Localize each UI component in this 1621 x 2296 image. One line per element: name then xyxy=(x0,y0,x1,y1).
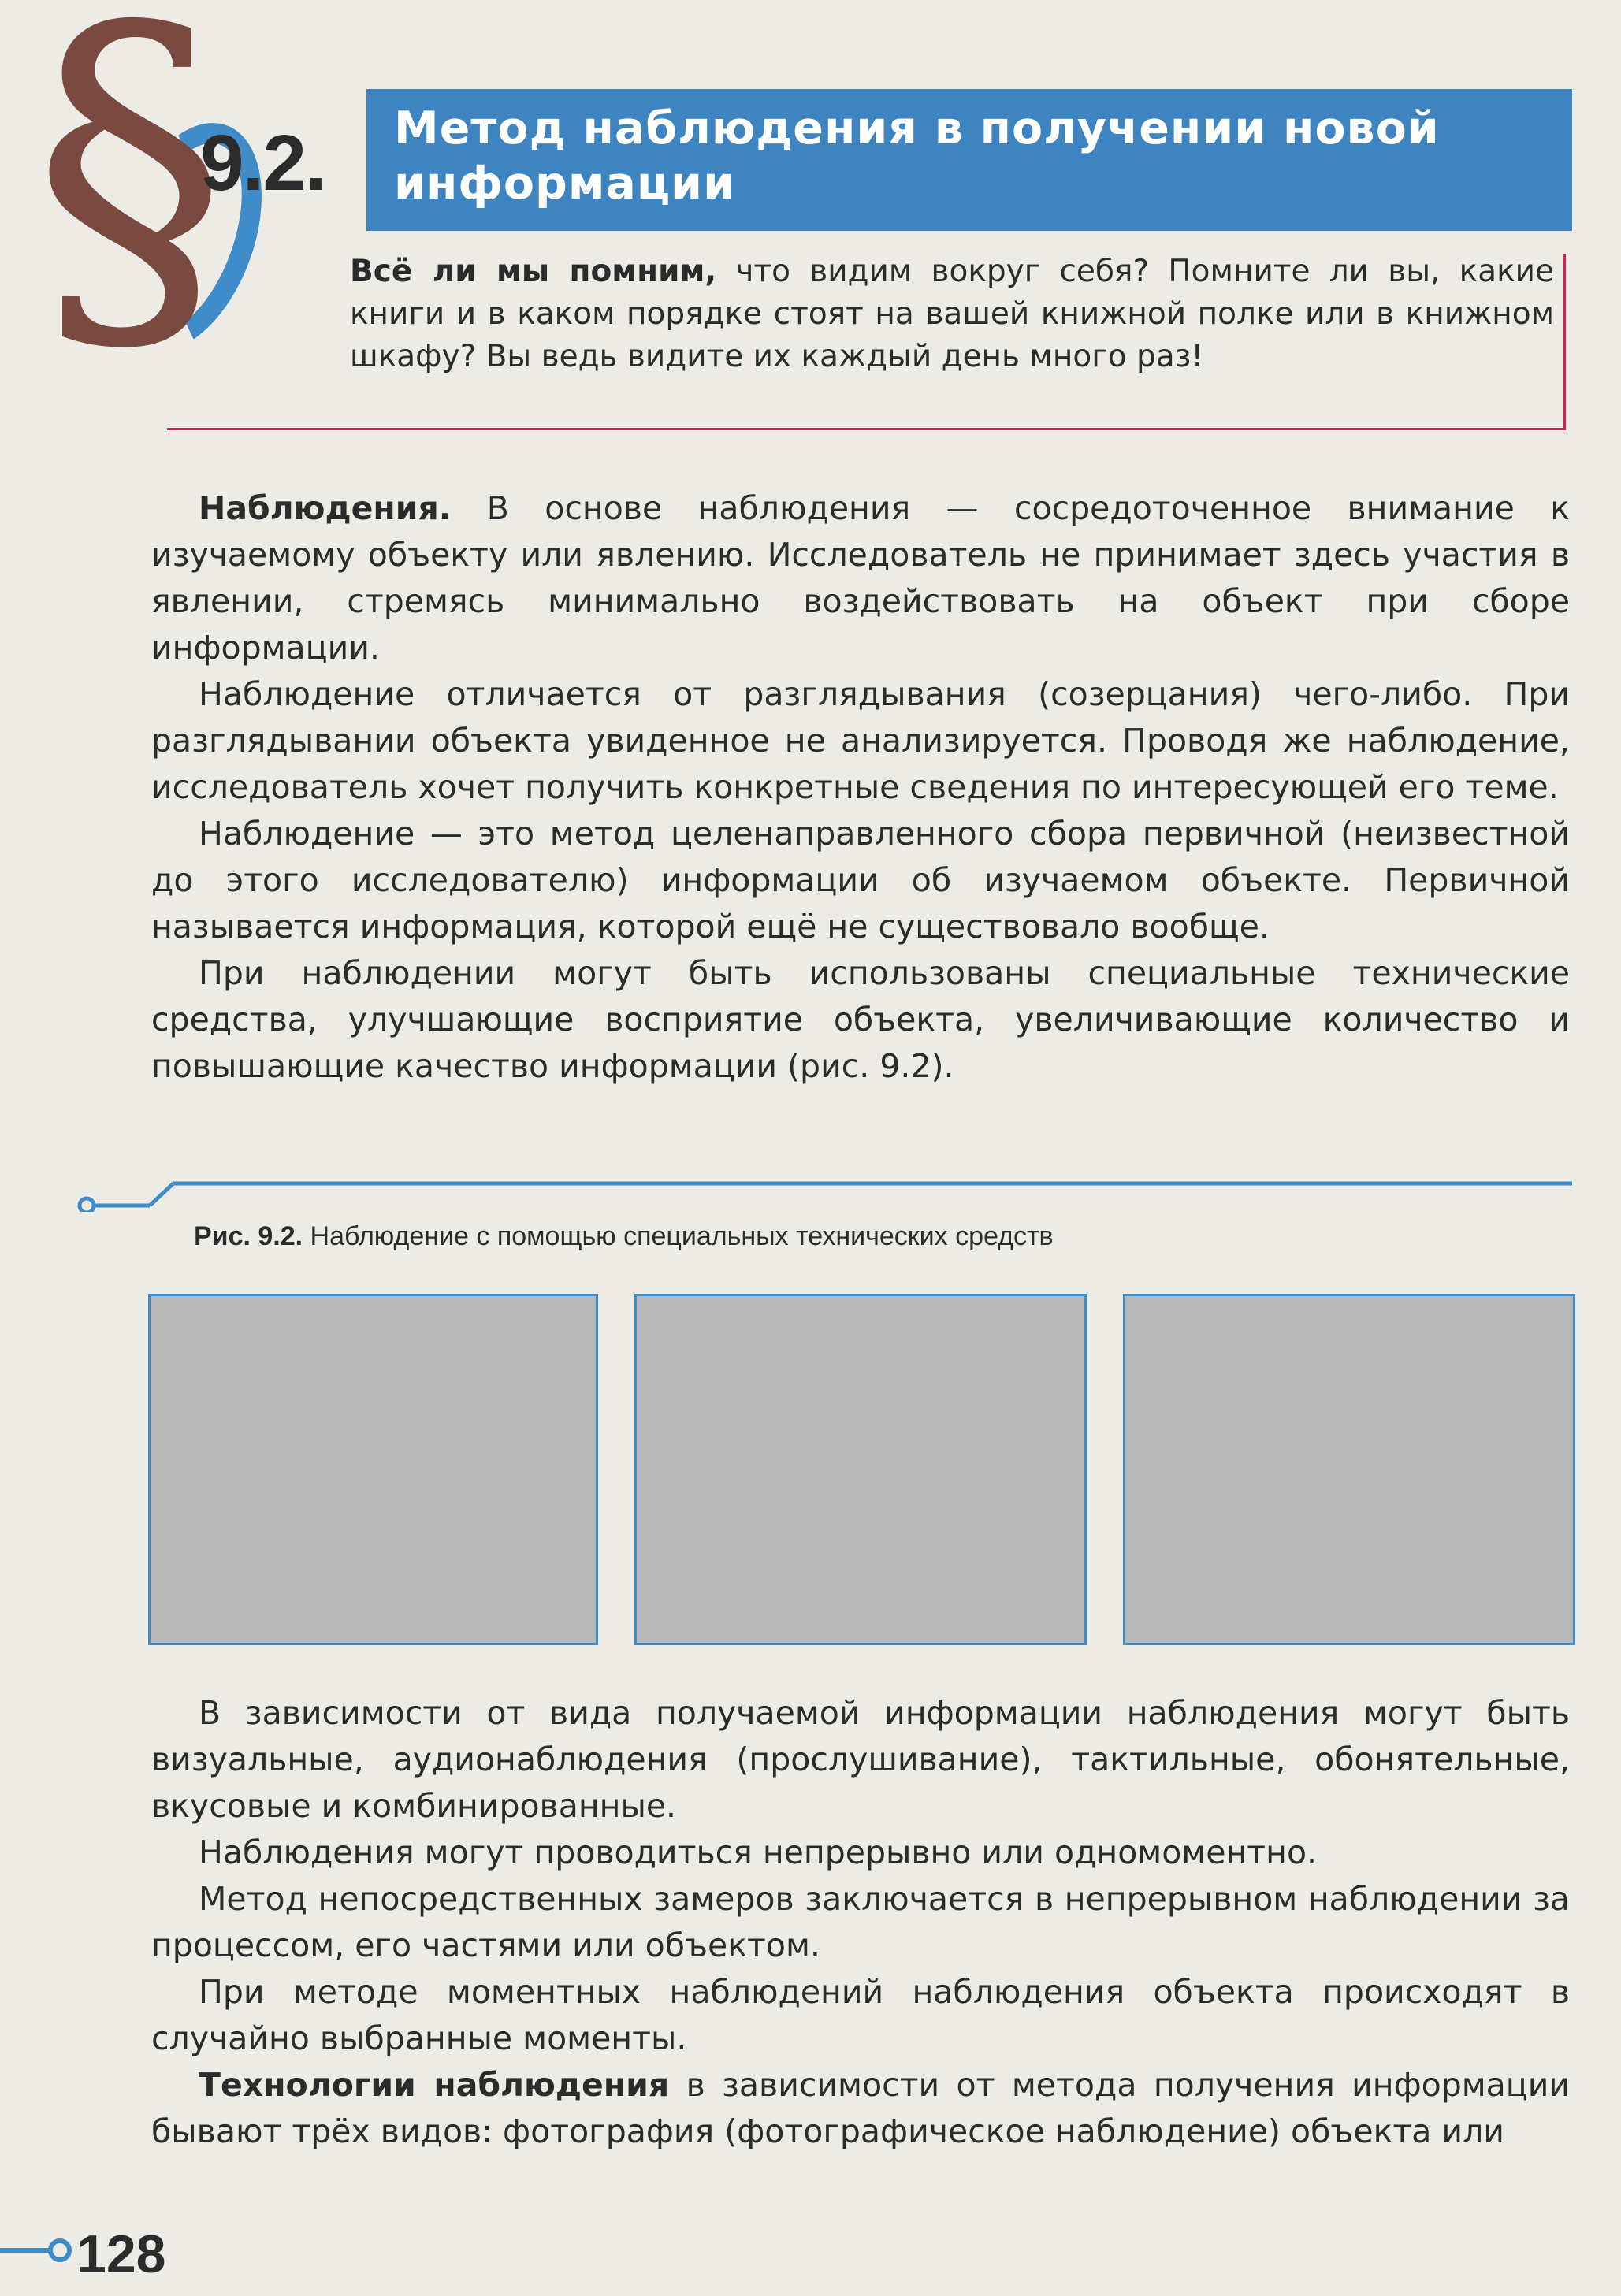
paragraph-text: В основе наблюдения — сосредоточенное внимание к изучаемому объекту или явлению. Исследователь не принимает здесь участия в явлении, стремясь минимально воздействовать на объект при сборе информации. xyxy=(151,489,1570,667)
section-title: Метод наблюдения в получении новой информации xyxy=(394,102,1440,210)
photo-camera-image xyxy=(151,1296,596,1643)
photo-microscope-image xyxy=(1125,1296,1573,1643)
paragraph: Метод непосредственных замеров заключается в непрерывном наблюдении за процессом, его частями или объектом. xyxy=(151,1880,1570,1964)
paragraph-text: в зависимости от метода получения информации бывают трёх видов: фотография (фотографическое наблюдение) объекта или xyxy=(151,2066,1570,2150)
paragraph: Наблюдение отличается от разглядывания (созерцания) чего-либо. При разглядывании объекта увиденное не анализируется. Проводя же наблюдение, исследователь хочет получить конкретные сведения по интересующей его теме. xyxy=(151,675,1570,806)
paragraph-lead: Технологии наблюдения xyxy=(199,2066,670,2104)
paragraph: Наблюдения могут проводиться непрерывно или одномоментно. xyxy=(199,1833,1318,1871)
intro-lead: Всё ли мы помним, xyxy=(350,254,717,289)
photo-telescope-image xyxy=(637,1296,1084,1643)
section-sign-icon: § xyxy=(32,0,229,403)
paragraph: При методе моментных наблюдений наблюдения объекта происходят в случайно выбранные моменты. xyxy=(151,1973,1570,2057)
paragraph: В зависимости от вида получаемой информации наблюдения могут быть визуальные, аудионаблюдения (прослушивание), тактильные, обонятельные, вкусовые и комбинированные. xyxy=(151,1694,1570,1825)
section-number: 9.2. xyxy=(200,119,325,207)
figure-label: Рис. 9.2. xyxy=(194,1221,303,1251)
page-number: 128 xyxy=(76,2224,166,2284)
body-text-top xyxy=(151,485,1570,1090)
photo-telescope xyxy=(634,1294,1087,1645)
intro-rule-horizontal xyxy=(167,428,1566,430)
paragraph xyxy=(151,485,1570,671)
paragraph: При наблюдении могут быть использованы специальные технические средства, улучшающие восприятие объекта, увеличивающие количество и повышающие качество информации (рис. 9.2). xyxy=(151,954,1570,1085)
photo-microscope xyxy=(1123,1294,1575,1645)
figure-caption xyxy=(194,1221,1054,1252)
page-number-marker-icon xyxy=(0,2235,79,2266)
intro-question xyxy=(350,251,1554,378)
figure-caption-text: Наблюдение с помощью специальных технических средств xyxy=(303,1221,1054,1251)
photo-camera xyxy=(148,1294,598,1645)
intro-rule-vertical xyxy=(1563,254,1566,430)
paragraph xyxy=(151,2062,1570,2155)
paragraph-lead: Наблюдения. xyxy=(199,489,452,527)
body-text-bottom xyxy=(151,1690,1570,2155)
intro-text: что видим вокруг себя? Помните ли вы, какие книги и в каком порядке стоят на вашей книжной полке или в книжном шкафу? Вы ведь видите их каждый день много раз! xyxy=(350,254,1554,374)
figure-rule xyxy=(0,1180,1621,1212)
paragraph: Наблюдение — это метод целенаправленного сбора первичной (неизвестной до этого исследователю) информации об изучаемом объекте. Первичной называется информация, которой ещё не существовало вообще. xyxy=(151,815,1570,946)
